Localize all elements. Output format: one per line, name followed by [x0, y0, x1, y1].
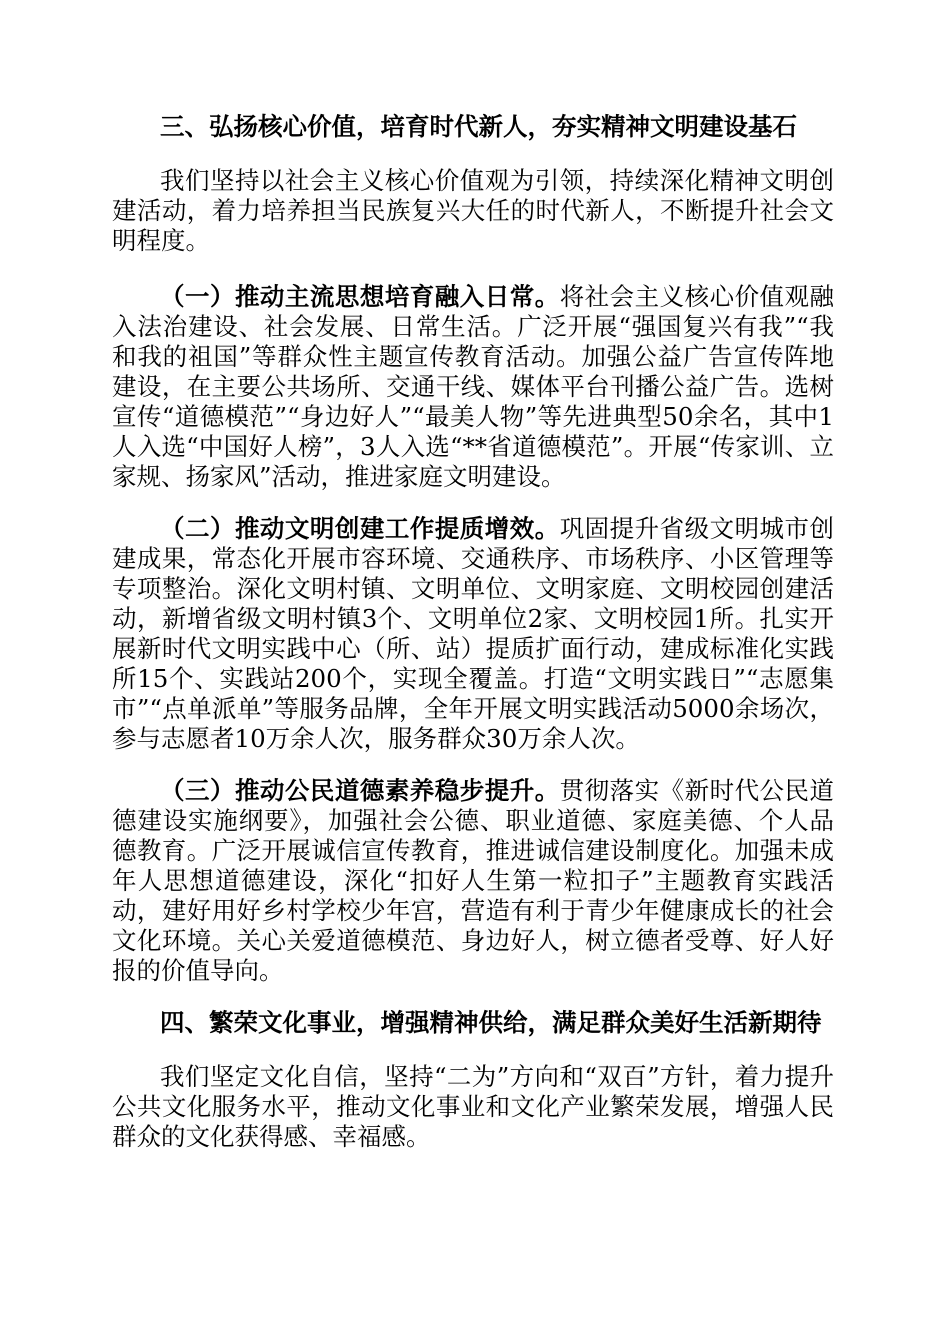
section-3-item-1 [112, 282, 834, 492]
document-page [112, 112, 834, 1178]
item-2-body: 巩固提升省级文明城市创建成果，常态化开展市容环境、交通秩序、市场秩序、小区管理等专项整治。深化文明村镇、文明单位、文明家庭、文明校园创建活动，新增省级文明村镇3个、文明单位2家、文明校园1所。扎实开展新时代文明实践中心（所、站）提质扩面行动，建成标准化实践所15个、实践站200个，实现全覆盖。打造“文明实践日”“志愿集市”“点单派单”等服务品牌，全年开展文明实践活动5000余场次，参与志愿者10万余人次，服务群众30万余人次。 [112, 514, 835, 753]
section-3-item-2 [112, 514, 834, 754]
item-3-lead: （三）推动公民道德素养稳步提升。 [160, 776, 560, 805]
section-3-item-3 [112, 776, 834, 986]
section-3-intro: 我们坚持以社会主义核心价值观为引领，持续深化精神文明创建活动，着力培养担当民族复兴大任的时代新人，不断提升社会文明程度。 [112, 166, 834, 255]
section-4-intro: 我们坚定文化自信，坚持“二为”方向和“双百”方针，着力提升公共文化服务水平，推动文化事业和文化产业繁荣发展，增强人民群众的文化获得感、幸福感。 [112, 1062, 834, 1151]
item-2-lead: （二）推动文明创建工作提质增效。 [160, 514, 560, 543]
section-3-heading: 三、弘扬核心价值，培育时代新人，夯实精神文明建设基石 [160, 112, 797, 141]
item-1-lead: （一）推动主流思想培育融入日常。 [160, 282, 560, 311]
section-4-heading: 四、繁荣文化事业，增强精神供给，满足群众美好生活新期待 [160, 1008, 822, 1037]
item-1-body: 将社会主义核心价值观融入法治建设、社会发展、日常生活。广泛开展“强国复兴有我”“我和我的祖国”等群众性主题宣传教育活动。加强公益广告宣传阵地建设，在主要公共场所、交通干线、媒体平台刊播公益广告。选树宣传“道德模范”“身边好人”“最美人物”等先进典型50余名，其中1人入选“中国好人榜”，3人入选“**省道德模范”。开展“传家训、立家规、扬家风”活动，推进家庭文明建设。 [112, 282, 835, 491]
item-3-body: 贯彻落实《新时代公民道德建设实施纲要》，加强社会公德、职业道德、家庭美德、个人品德教育。广泛开展诚信宣传教育，推进诚信建设制度化。加强未成年人思想道德建设，深化“扣好人生第一粒扣子”主题教育实践活动，建好用好乡村学校少年宫，营造有利于青少年健康成长的社会文化环境。关心关爱道德模范、身边好人，树立德者受尊、好人好报的价值导向。 [112, 776, 835, 985]
